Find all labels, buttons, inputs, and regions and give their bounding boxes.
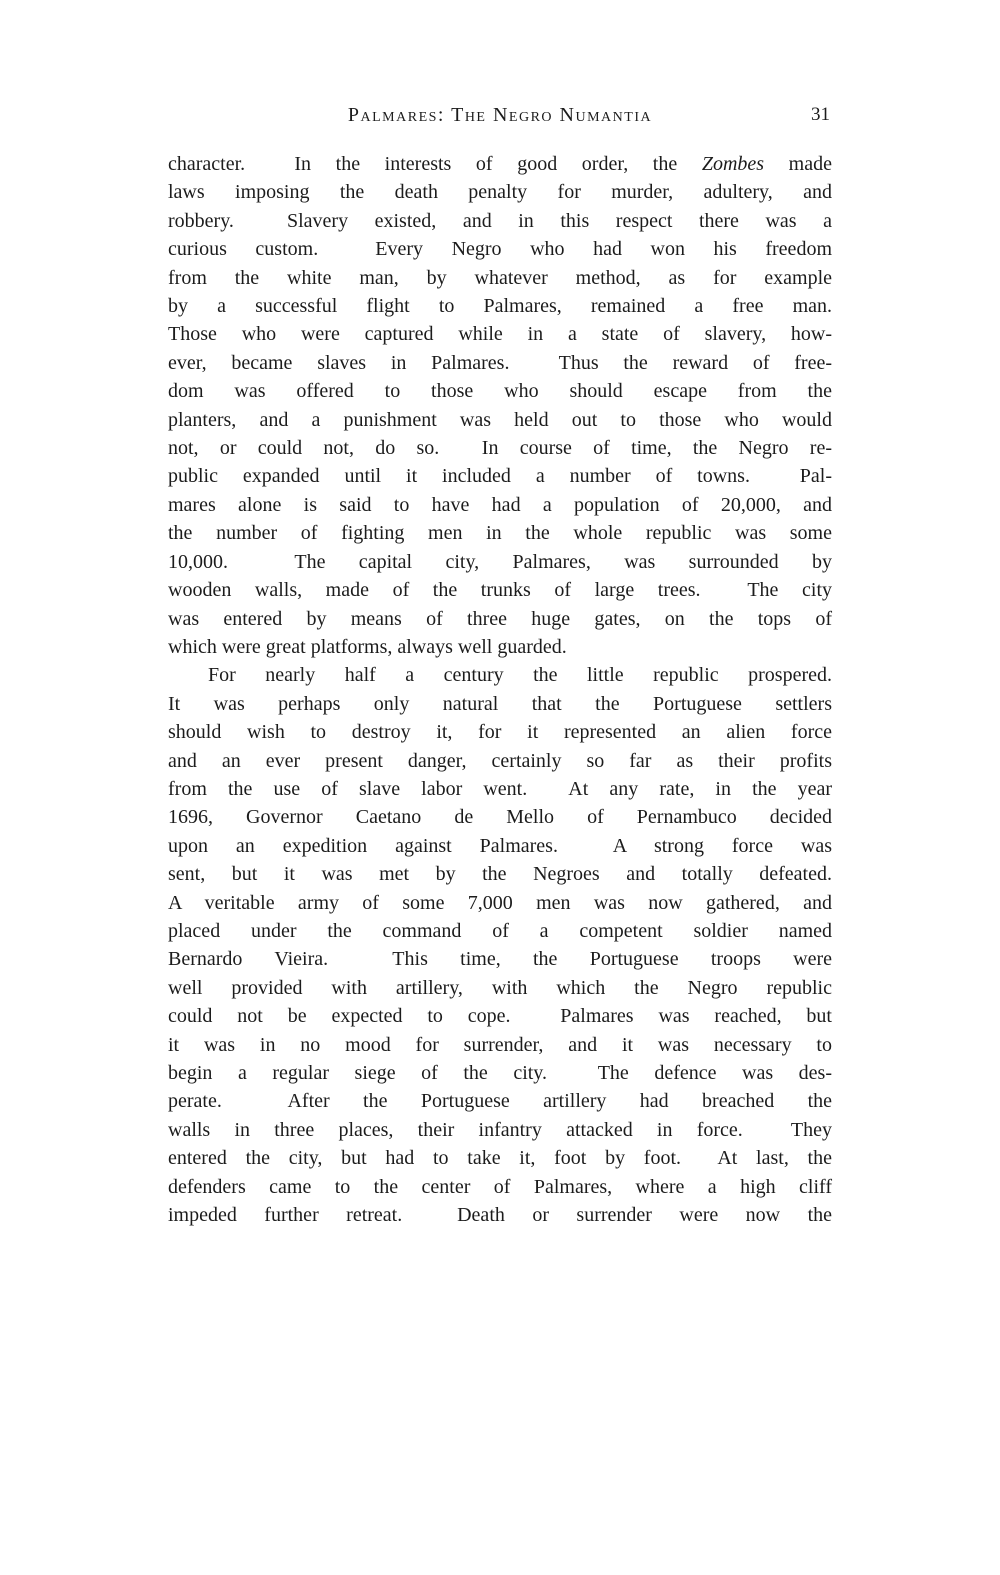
text-line: which were great platforms, always well guarded. xyxy=(168,635,567,658)
text-block xyxy=(168,102,832,1229)
text-segment: made xyxy=(764,153,832,175)
text-line: the number of fighting men in the whole republic was some xyxy=(168,522,832,545)
paragraph-2 xyxy=(168,661,832,1229)
paragraph-1-lines xyxy=(168,178,832,661)
text-line: perate. After the Portuguese artillery had breached the xyxy=(168,1090,832,1113)
text-line: placed under the command of a competent soldier named xyxy=(168,919,832,942)
text-line: walls in three places, their infantry attacked in force. They xyxy=(168,1118,832,1141)
text-line: For nearly half a century the little republic prospered. xyxy=(208,664,832,687)
text-line: entered the city, but had to take it, foot by foot. At last, the xyxy=(168,1147,832,1170)
text-line: defenders came to the center of Palmares, where a high cliff xyxy=(168,1175,832,1198)
text-line: laws imposing the death penalty for murder, adultery, and xyxy=(168,181,832,204)
text-segment: character. In the interests of good order, the xyxy=(168,153,702,175)
text-line: ever, became slaves in Palmares. Thus the reward of free- xyxy=(168,351,832,374)
text-line: was entered by means of three huge gates, on the tops of xyxy=(168,607,832,630)
page-header xyxy=(168,102,832,128)
text-line: not, or could not, do so. In course of time, the Negro re- xyxy=(168,437,832,460)
text-line: from the use of slave labor went. At any rate, in the year xyxy=(168,777,832,800)
text-line: A veritable army of some 7,000 men was now gathered, and xyxy=(168,891,832,914)
text-line: 1696, Governor Caetano de Mello of Pernambuco decided xyxy=(168,806,832,829)
text-line: dom was offered to those who should escape from the xyxy=(168,380,832,403)
text-line: from the white man, by whatever method, as for example xyxy=(168,266,832,289)
text-line: well provided with artillery, with which the Negro republic xyxy=(168,976,832,999)
text-line: mares alone is said to have had a population of 20,000, and xyxy=(168,493,832,516)
text-line: curious custom. Every Negro who had won his freedom xyxy=(168,238,832,261)
paragraph-1 xyxy=(168,150,832,661)
text-line: public expanded until it included a number of towns. Pal- xyxy=(168,465,832,488)
italic-term: Zombes xyxy=(701,153,765,175)
text-line: could not be expected to cope. Palmares was reached, but xyxy=(168,1005,832,1028)
paragraph-2-lines xyxy=(168,661,832,1229)
text-line: begin a regular siege of the city. The defence was des- xyxy=(168,1062,832,1084)
text-line: should wish to destroy it, for it represented an alien force xyxy=(168,721,832,744)
body-text xyxy=(168,150,832,1229)
text-line: upon an expedition against Palmares. A strong force was xyxy=(168,834,832,857)
text-line: sent, but it was met by the Negroes and totally defeated. xyxy=(168,863,832,886)
text-line: by a successful flight to Palmares, remained a free man. xyxy=(168,295,832,318)
text-line: wooden walls, made of the trunks of large trees. The city xyxy=(168,579,832,602)
text-line: Bernardo Vieira. This time, the Portuguese troops were xyxy=(168,948,832,971)
text-line: it was in no mood for surrender, and it was necessary to xyxy=(168,1033,832,1056)
text-line xyxy=(168,150,832,178)
text-line: and an ever present danger, certainly so far as their profits xyxy=(168,749,832,772)
text-line: Those who were captured while in a state of slavery, how- xyxy=(168,323,832,346)
text-line: It was perhaps only natural that the Portuguese settlers xyxy=(168,692,832,715)
text-line: planters, and a punishment was held out to those who would xyxy=(168,408,832,431)
page-number: 31 xyxy=(811,104,830,125)
text-line: robbery. Slavery existed, and in this respect there was a xyxy=(168,209,832,232)
page-title: Palmares: The Negro Numantia xyxy=(347,104,653,126)
text-line: impeded further retreat. Death or surrender were now the xyxy=(168,1204,832,1227)
text-line: 10,000. The capital city, Palmares, was surrounded by xyxy=(168,550,832,573)
